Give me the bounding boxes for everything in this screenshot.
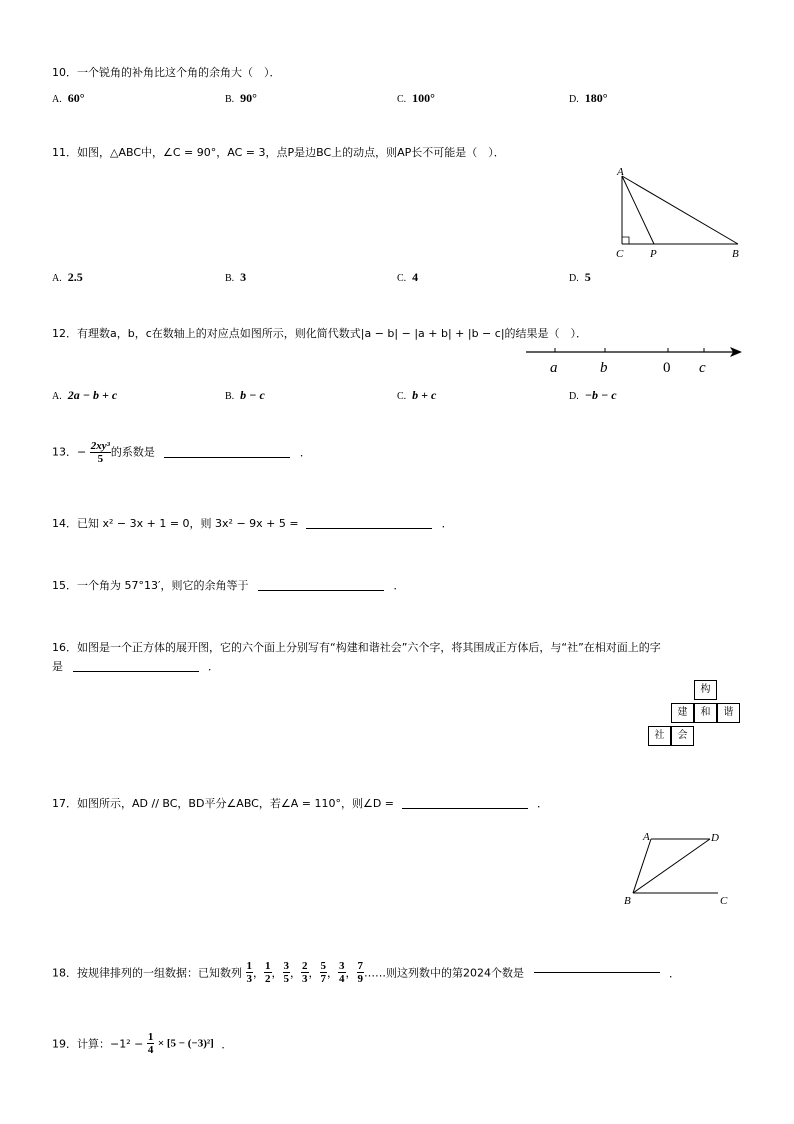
option-letter: C. [397, 391, 407, 402]
q16-line1: 16．如图是一个正方体的展开图，它的六个面上分别写有“构建和谐社会”六个字，将其围成正方体后，与“社”在相对面上的字 [52, 641, 661, 654]
side-ab [622, 176, 738, 244]
option-value: 2.5 [67, 270, 83, 284]
q18-end: ． [669, 966, 680, 980]
q19-frac-num: 1 [147, 1031, 154, 1043]
q18-sep: ， [327, 966, 338, 980]
q17-text: 17．如图所示，AD // BC，BD平分∠ABC，若∠A = 110°，则∠D = [52, 797, 395, 810]
q13-end: ． [299, 445, 311, 459]
option-value: 180° [584, 91, 608, 105]
q10-stem: 10．一个锐角的补角比这个角的余角大（ ）． [52, 66, 281, 79]
q12-option-b[interactable] [225, 388, 265, 403]
q15-line [52, 577, 404, 593]
q18-sep: ， [345, 966, 357, 980]
q16-end: ． [208, 660, 219, 673]
frac-den: 9 [357, 973, 363, 985]
q13-minus: − [77, 445, 87, 459]
label-b: b [600, 360, 608, 376]
option-value: 5 [584, 270, 591, 284]
q17-answer-blank[interactable] [402, 808, 528, 809]
net-cell-hui: 会 [671, 726, 694, 746]
q13-denominator: 5 [97, 453, 104, 465]
q19-text: 19．计算：−1² − [52, 1037, 144, 1051]
label-p: P [650, 248, 657, 260]
q10-option-b[interactable] [225, 91, 257, 106]
frac-num: 7 [357, 960, 363, 972]
net-cell-gou: 构 [694, 680, 717, 700]
q16-cube-net [646, 680, 746, 750]
q18-sep: ， [253, 966, 264, 980]
net-cell-she: 社 [648, 726, 671, 746]
label-c: C [616, 248, 624, 260]
label-c: c [699, 360, 706, 376]
segment-bd [633, 839, 710, 893]
label-c: C [720, 895, 728, 907]
q14-text: 14．已知 x² − 3x + 1 = 0，则 3x² − 9x + 5 = [52, 517, 299, 530]
option-letter: D. [569, 391, 579, 402]
frac-num: 1 [246, 960, 252, 972]
label-b: B [624, 895, 631, 907]
q16-line2 [52, 658, 219, 674]
segment-ab [633, 839, 651, 893]
frac-num: 5 [320, 960, 326, 972]
q10-option-a[interactable] [52, 91, 85, 106]
right-angle-mark [622, 237, 629, 244]
q13-fraction [90, 440, 111, 465]
option-value: 90° [240, 91, 257, 105]
q14-end: ． [441, 517, 453, 530]
label-a: A [643, 831, 650, 843]
q17-line [52, 795, 548, 811]
q18-fraction [320, 960, 328, 985]
q11-option-c[interactable] [397, 270, 418, 285]
q19-frac-den: 4 [147, 1044, 154, 1056]
option-value: −b − c [584, 388, 617, 402]
frac-num: 1 [265, 960, 271, 972]
q11-stem: 11．如图，△ABC中，∠C = 90°，AC = 3，点P是边BC上的动点，则AP长不可能是（ ）． [52, 146, 505, 159]
option-letter: B. [225, 94, 235, 105]
q18-line [52, 960, 680, 985]
frac-den: 7 [320, 973, 326, 985]
q16-line2-text: 是 [52, 660, 63, 673]
frac-den: 3 [246, 973, 252, 985]
option-value: 100° [412, 91, 435, 105]
q16-answer-blank[interactable] [73, 671, 199, 672]
q13-text: 的系数是 [110, 445, 155, 459]
q18-text: 18．按规律排列的一组数据：已知数列 [52, 966, 242, 980]
q18-fraction [338, 960, 346, 985]
label-zero: 0 [663, 360, 671, 376]
q15-end: ． [393, 579, 405, 592]
option-letter: C. [397, 94, 407, 105]
option-letter: A. [52, 391, 62, 402]
q10-option-d[interactable] [569, 91, 608, 106]
frac-num: 3 [283, 960, 289, 972]
option-letter: C. [397, 273, 407, 284]
q15-text: 15．一个角为 57°13′，则它的余角等于 [52, 579, 249, 592]
q12-option-c[interactable] [397, 388, 436, 403]
option-letter: D. [569, 94, 579, 105]
frac-den: 5 [283, 973, 289, 985]
q15-answer-blank[interactable] [258, 590, 384, 591]
q18-sep: ， [271, 966, 283, 980]
label-a: a [550, 360, 558, 376]
q18-fraction [246, 960, 254, 985]
q12-option-a[interactable] [52, 388, 117, 403]
net-cell-he: 和 [694, 703, 717, 723]
q11-option-a[interactable] [52, 270, 83, 285]
option-value: 3 [240, 270, 247, 284]
q18-sep: ， [290, 966, 301, 980]
frac-num: 3 [339, 960, 345, 972]
q14-line [52, 515, 453, 531]
q13-line [52, 440, 311, 465]
q14-answer-blank[interactable] [306, 528, 432, 529]
net-cell-xie: 谐 [717, 703, 740, 723]
q18-fraction [301, 960, 309, 985]
option-letter: B. [225, 391, 235, 402]
q13-numerator: 2xy³ [90, 440, 110, 452]
option-value: b − c [240, 388, 265, 402]
q17-parallel-figure [618, 825, 738, 910]
q18-fraction [283, 960, 291, 985]
q19-rest: × [5 − (−3)²] [157, 1037, 214, 1050]
segment-ap [622, 176, 654, 244]
q11-option-b[interactable] [225, 270, 246, 285]
q11-triangle-figure [610, 162, 750, 262]
q17-end: ． [537, 797, 549, 810]
q18-fraction [264, 960, 272, 985]
label-a: A [617, 166, 624, 178]
q10-option-c[interactable] [397, 91, 435, 106]
option-value: 60° [67, 91, 85, 105]
q18-sep: ， [308, 966, 320, 980]
q12-stem: 12．有理数a，b，c在数轴上的对应点如图所示，则化简代数式|a − b| − |a + b| + |b − c|的结果是（ ）． [52, 327, 588, 340]
frac-den: 3 [302, 973, 308, 985]
q19-line [52, 1031, 232, 1056]
q13-number: 13． [52, 445, 77, 459]
option-letter: A. [52, 94, 62, 105]
q12-option-d[interactable] [569, 388, 617, 403]
option-letter: A. [52, 273, 62, 284]
q19-end: ． [221, 1037, 233, 1051]
option-value: 4 [412, 270, 419, 284]
option-letter: B. [225, 273, 235, 284]
frac-num: 2 [302, 960, 308, 972]
label-d: D [711, 832, 719, 844]
q18-fraction [357, 960, 365, 985]
q13-answer-blank[interactable] [164, 457, 290, 458]
option-value: 2a − b + c [67, 388, 118, 402]
option-value: b + c [412, 388, 437, 402]
q11-option-d[interactable] [569, 270, 591, 285]
option-letter: D. [569, 273, 579, 284]
q18-tail: ……则这列数中的第2024个数是 [364, 966, 524, 980]
frac-den: 2 [265, 973, 271, 985]
net-cell-jian: 建 [671, 703, 694, 723]
frac-den: 4 [339, 973, 345, 985]
label-b: B [732, 248, 739, 260]
q19-fraction [147, 1031, 155, 1056]
q12-number-line [522, 340, 752, 380]
q18-answer-blank[interactable] [534, 972, 660, 973]
